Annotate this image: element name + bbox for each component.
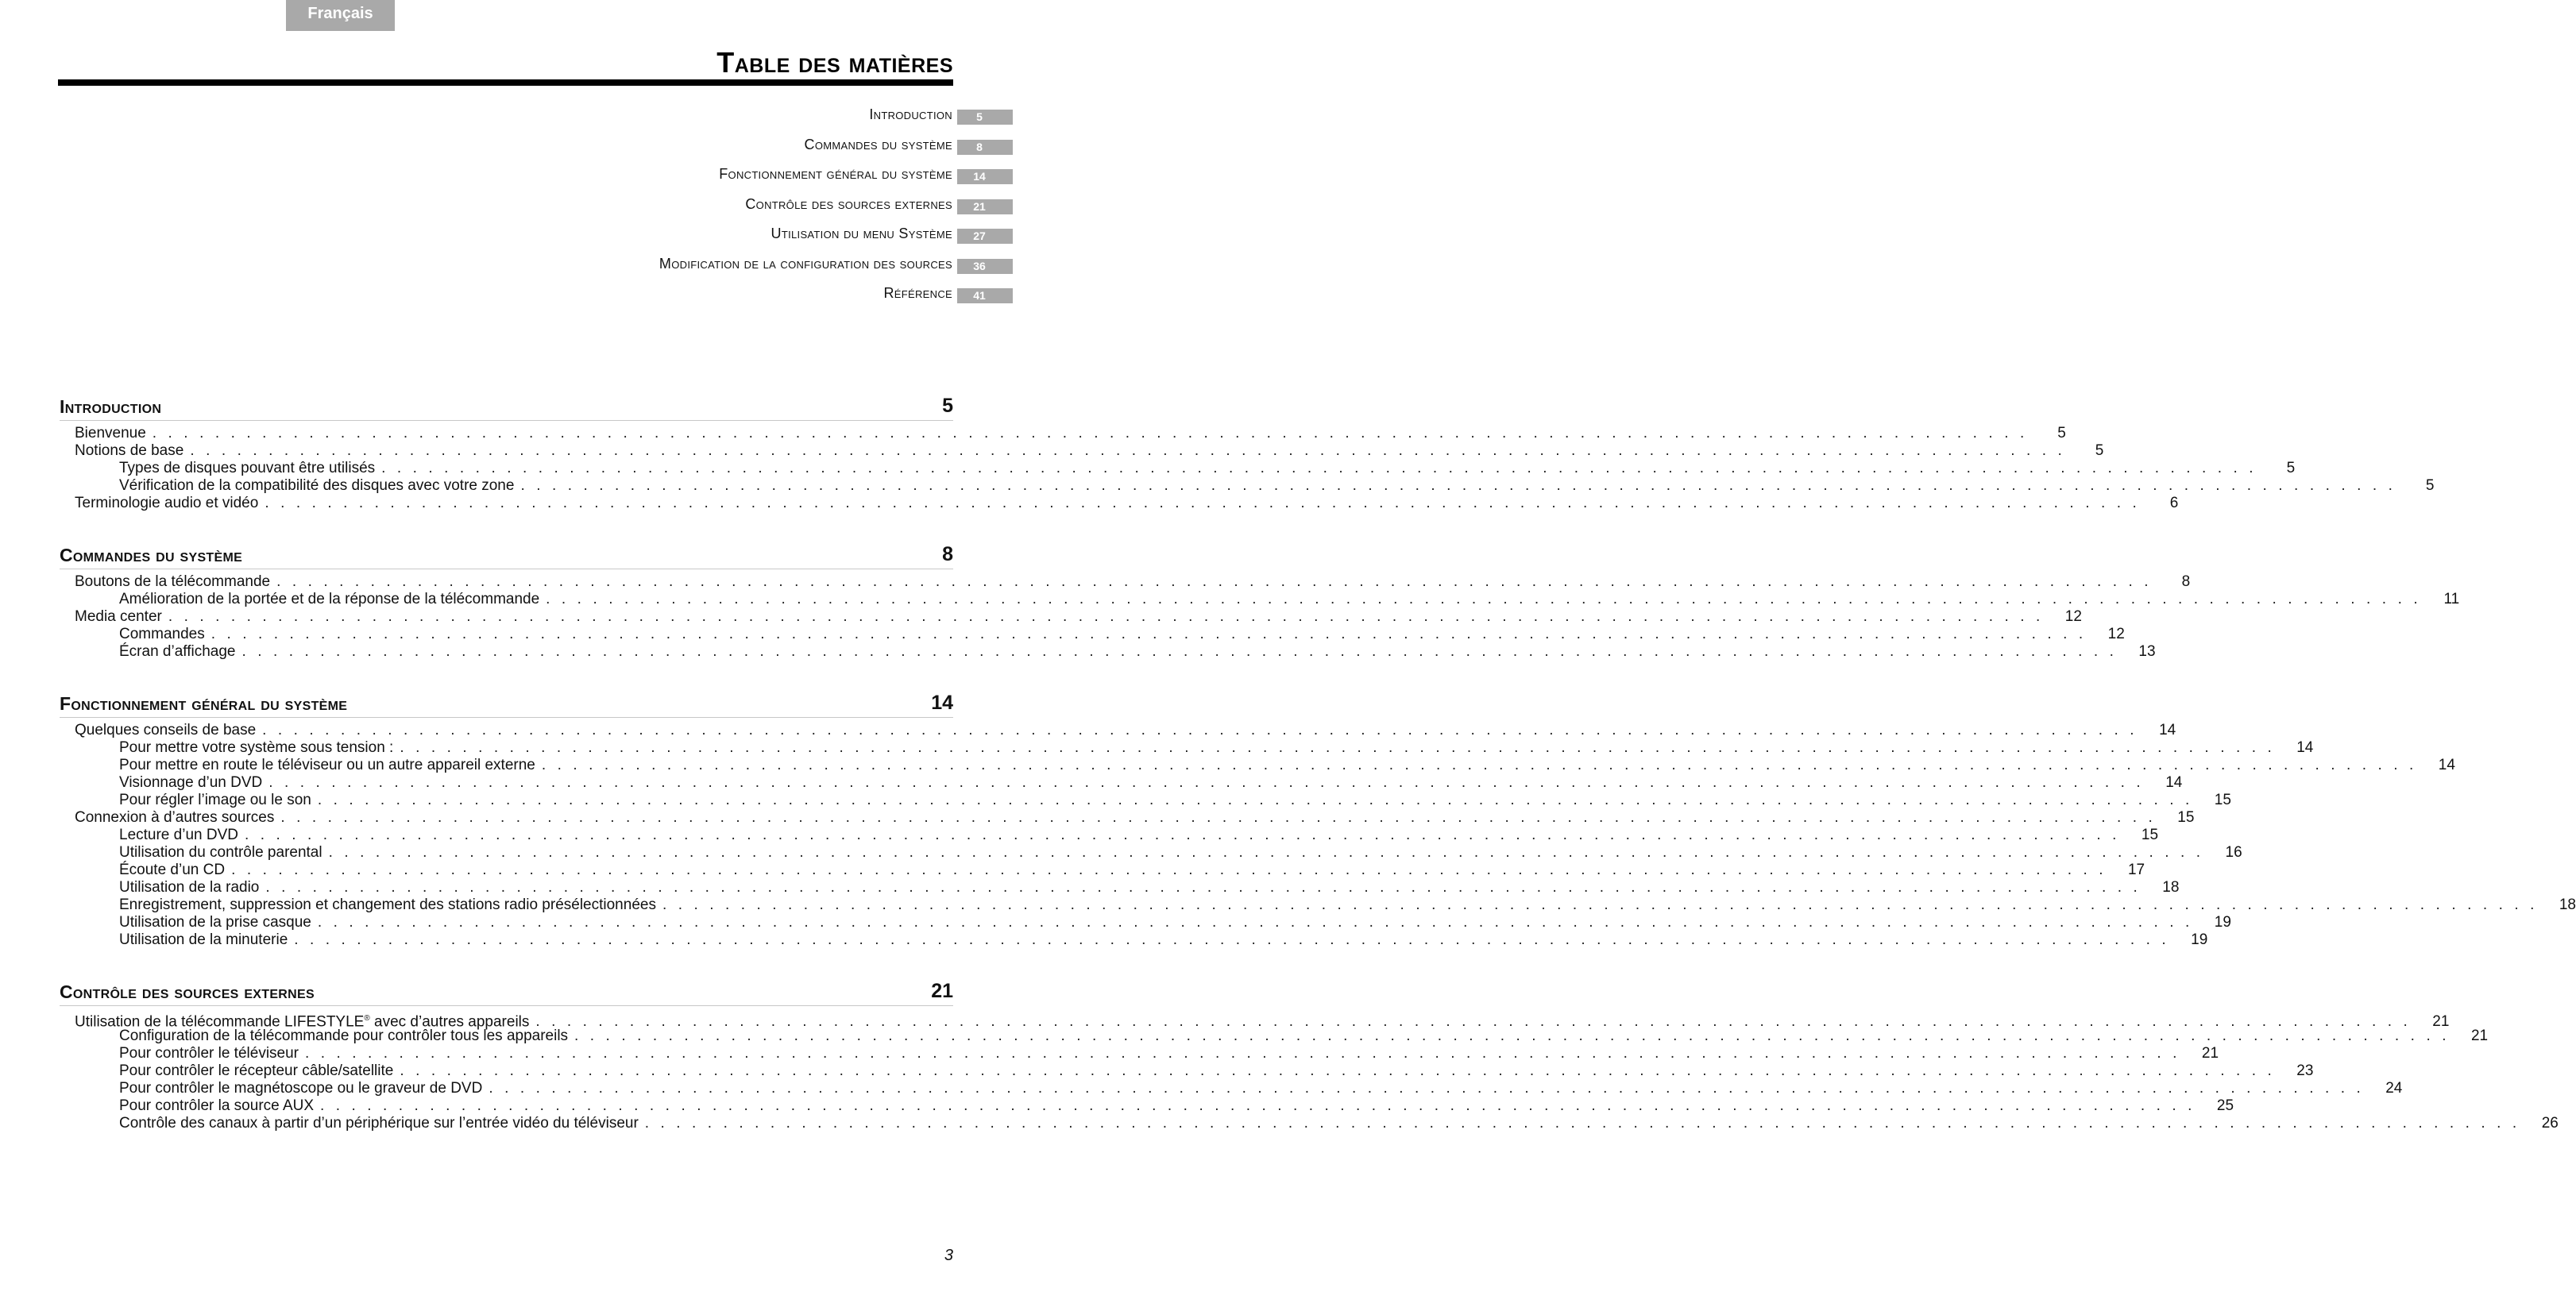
- quick-index-label: Fonctionnement général du système: [719, 166, 952, 183]
- entry-label: [75, 573, 270, 591]
- quick-index-item[interactable]: [568, 249, 1013, 280]
- toc-entry[interactable]: [60, 425, 2066, 442]
- entry-label-text: Terminologie audio et vidéo: [75, 495, 259, 511]
- entry-label: [75, 608, 162, 626]
- quick-index-page-badge: 5: [957, 110, 1013, 125]
- entry-label: [119, 757, 535, 774]
- entry-label-text: Pour contrôler le récepteur câble/satellite: [119, 1062, 394, 1079]
- toc-entry[interactable]: [60, 460, 2296, 477]
- dot-leader: . . . . . . . . . . . . . . . . . . . . . . . . . . . . . . . . . . . . . . . . . . . . . . . . . . . . . . . . . . . . . . . . . . . . . . . . . . . . . . . . . . . . . . . . . . . . . . . . . . . . . . . . . . . . . . . . . . . . . . . .: [168, 608, 2044, 625]
- entry-page-number: 17: [2127, 862, 2145, 878]
- page-title: Table des matières: [716, 46, 953, 79]
- entry-label-text: Commandes: [119, 626, 205, 642]
- entry-label: [119, 626, 205, 643]
- dot-leader: . . . . . . . . . . . . . . . . . . . . . . . . . . . . . . . . . . . . . . . . . . . . . . . . . . . . . . . . . . . . . . . . . . . . . . . . . . . . . . . . . . . . . . . . . . . . . . . . . . . . . . . . . . . . . . . . . . . . . . . .: [190, 442, 2066, 459]
- entry-label: [119, 1062, 393, 1080]
- entry-page-number: 15: [2214, 792, 2231, 808]
- quick-index-page-badge: 21: [957, 199, 1013, 214]
- toc-entry[interactable]: [60, 739, 2314, 757]
- dot-leader: . . . . . . . . . . . . . . . . . . . . . . . . . . . . . . . . . . . . . . . . . . . . . . . . . . . . . . . . . . . . . . . . . . . . . . . . . . . . . . . . . . . . . . . . . . . . . . . . . . . . . . . . . . . . . . . . . . . . . . . .: [268, 774, 2145, 791]
- toc-entry[interactable]: [60, 608, 2082, 626]
- toc-entry[interactable]: [60, 1010, 2450, 1031]
- quick-index-item[interactable]: [568, 100, 1013, 130]
- dot-leader: . . . . . . . . . . . . . . . . . . . . . . . . . . . . . . . . . . . . . . . . . . . . . . . . . . . . . . . . . . . . . . . . . . . . . . . . . . . . . . . . . . . . . . . . . . . . . . . . . . . . . . . . . . . . . . . . . . . . . . . .: [400, 1062, 2276, 1079]
- entry-page-number: 24: [2385, 1080, 2403, 1097]
- entry-label: [119, 792, 311, 809]
- entry-page-number: 14: [2165, 774, 2183, 791]
- section-heading[interactable]: [60, 980, 953, 1006]
- toc-entry[interactable]: [60, 591, 2460, 608]
- dot-leader: . . . . . . . . . . . . . . . . . . . . . . . . . . . . . . . . . . . . . . . . . . . . . . . . . . . . . . . . . . . . . . . . . . . . . . . . . . . . . . . . . . . . . . . . . . . . . . . . . . . . . . . . . . . . . . . . . . . . . . . .: [546, 591, 2422, 607]
- entry-label-text: Pour contrôler la source AUX: [119, 1097, 315, 1114]
- toc-section: [60, 980, 2559, 1132]
- entry-label-text: Enregistrement, suppression et changement des stations radio présélectionnées: [119, 896, 656, 913]
- entry-label: [119, 827, 238, 844]
- section-title: Fonctionnement général du système: [60, 693, 348, 714]
- section-page-number: 21: [931, 980, 953, 1002]
- entry-label-text: Configuration de la télécommande pour contrôler tous les appareils: [119, 1028, 569, 1044]
- entry-label: [119, 1045, 299, 1062]
- entry-label: [119, 591, 539, 608]
- quick-index-item[interactable]: [568, 160, 1013, 190]
- dot-leader: . . . . . . . . . . . . . . . . . . . . . . . . . . . . . . . . . . . . . . . . . . . . . . . . . . . . . . . . . . . . . . . . . . . . . . . . . . . . . . . . . . . . . . . . . . . . . . . . . . . . . . . . . . . . . . . . . . . . . . . .: [541, 757, 2417, 773]
- dot-leader: . . . . . . . . . . . . . . . . . . . . . . . . . . . . . . . . . . . . . . . . . . . . . . . . . . . . . . . . . . . . . . . . . . . . . . . . . . . . . . . . . . . . . . . . . . . . . . . . . . . . . . . . . . . . . . . . . . . . . . . .: [265, 495, 2141, 511]
- toc-entry[interactable]: [60, 722, 2176, 739]
- dot-leader: . . . . . . . . . . . . . . . . . . . . . . . . . . . . . . . . . . . . . . . . . . . . . . . . . . . . . . . . . . . . . . . . . . . . . . . . . . . . . . . . . . . . . . . . . . . . . . . . . . . . . . . . . . . . . . . . . . . . . . . .: [276, 573, 2153, 590]
- dot-leader: . . . . . . . . . . . . . . . . . . . . . . . . . . . . . . . . . . . . . . . . . . . . . . . . . . . . . . . . . . . . . . . . . . . . . . . . . . . . . . . . . . . . . . . . . . . . . . . . . . . . . . . . . . . . . . . . . . . . . . . .: [535, 1013, 2412, 1031]
- entry-label-text: Lecture d’un DVD: [119, 827, 238, 843]
- section-entries: [60, 421, 2435, 512]
- toc-entry[interactable]: [60, 1062, 2314, 1080]
- entry-label-text: Media center: [75, 608, 162, 625]
- entry-page-number: 5: [2425, 477, 2435, 494]
- section-heading[interactable]: [60, 543, 953, 569]
- entry-label: [75, 722, 256, 739]
- entry-label-text: Connexion à d’autres sources: [75, 809, 275, 826]
- entry-label: [119, 862, 225, 879]
- entry-label-text: Pour régler l’image ou le son: [119, 792, 311, 808]
- entry-page-number: 13: [2138, 643, 2156, 660]
- toc-entry[interactable]: [60, 792, 2231, 809]
- page-number: 3: [944, 1247, 953, 1264]
- toc-entry[interactable]: [60, 879, 2180, 896]
- entry-page-number: 14: [2159, 722, 2176, 738]
- entry-page-number: 23: [2296, 1062, 2314, 1079]
- dot-leader: . . . . . . . . . . . . . . . . . . . . . . . . . . . . . . . . . . . . . . . . . . . . . . . . . . . . . . . . . . . . . . . . . . . . . . . . . . . . . . . . . . . . . . . . . . . . . . . . . . . . . . . . . . . . . . . . . . . . . . . .: [381, 460, 2257, 476]
- toc-entry[interactable]: [60, 1028, 2489, 1045]
- entry-label-text: Contrôle des canaux à partir d’un périphérique sur l’entrée vidéo du téléviseur: [119, 1115, 639, 1132]
- entry-page-number: 15: [2177, 809, 2195, 826]
- section-page-number: 8: [942, 543, 953, 565]
- toc-entry[interactable]: [60, 1115, 2559, 1132]
- toc-entry[interactable]: [60, 931, 2208, 949]
- quick-index-page-badge: 8: [957, 140, 1013, 155]
- toc-entry[interactable]: [60, 896, 2576, 914]
- entry-page-number: 5: [2057, 425, 2066, 441]
- quick-index: [568, 100, 1013, 309]
- quick-index-label: Introduction: [869, 106, 952, 123]
- toc-section: [60, 543, 2460, 661]
- entry-label: [119, 739, 393, 757]
- section-title: Contrôle des sources externes: [60, 981, 315, 1002]
- dot-leader: . . . . . . . . . . . . . . . . . . . . . . . . . . . . . . . . . . . . . . . . . . . . . . . . . . . . . . . . . . . . . . . . . . . . . . . . . . . . . . . . . . . . . . . . . . . . . . . . . . . . . . . . . . . . . . . . . . . . . . . .: [280, 809, 2157, 826]
- entry-page-number: 8: [2181, 573, 2191, 590]
- entry-label: [119, 1115, 639, 1132]
- quick-index-label: Modification de la configuration des sources: [658, 255, 952, 272]
- dot-leader: . . . . . . . . . . . . . . . . . . . . . . . . . . . . . . . . . . . . . . . . . . . . . . . . . . . . . . . . . . . . . . . . . . . . . . . . . . . . . . . . . . . . . . . . . . . . . . . . . . . . . . . . . . . . . . . . . . . . . . . .: [294, 931, 2170, 948]
- entry-label-text: Utilisation de la télécommande LIFESTYLE: [75, 1013, 365, 1031]
- entry-page-number: 18: [2559, 896, 2576, 913]
- quick-index-item[interactable]: [568, 279, 1013, 309]
- toc-entry[interactable]: [60, 1097, 2234, 1115]
- dot-leader: . . . . . . . . . . . . . . . . . . . . . . . . . . . . . . . . . . . . . . . . . . . . . . . . . . . . . . . . . . . . . . . . . . . . . . . . . . . . . . . . . . . . . . . . . . . . . . . . . . . . . . . . . . . . . . . . . . . . . . . .: [320, 1097, 2196, 1114]
- section-heading[interactable]: [60, 692, 953, 718]
- entry-label: [119, 643, 235, 661]
- entry-page-number: 19: [2214, 914, 2231, 931]
- dot-leader: . . . . . . . . . . . . . . . . . . . . . . . . . . . . . . . . . . . . . . . . . . . . . . . . . . . . . . . . . . . . . . . . . . . . . . . . . . . . . . . . . . . . . . . . . . . . . . . . . . . . . . . . . . . . . . . . . . . . . . . .: [305, 1045, 2181, 1062]
- entry-page-number: 26: [2541, 1115, 2559, 1132]
- dot-leader: . . . . . . . . . . . . . . . . . . . . . . . . . . . . . . . . . . . . . . . . . . . . . . . . . . . . . . . . . . . . . . . . . . . . . . . . . . . . . . . . . . . . . . . . . . . . . . . . . . . . . . . . . . . . . . . . . . . . . . . .: [262, 722, 2138, 738]
- section-title: Commandes du système: [60, 545, 243, 565]
- section-page-number: 14: [931, 692, 953, 714]
- entry-page-number: 12: [2107, 626, 2125, 642]
- entry-page-number: 5: [2095, 442, 2104, 459]
- entry-label-text: Pour mettre en route le téléviseur ou un autre appareil externe: [119, 757, 535, 773]
- entry-label: [119, 477, 514, 495]
- dot-leader: . . . . . . . . . . . . . . . . . . . . . . . . . . . . . . . . . . . . . . . . . . . . . . . . . . . . . . . . . . . . . . . . . . . . . . . . . . . . . . . . . . . . . . . . . . . . . . . . . . . . . . . . . . . . . . . . . . . . . . . .: [317, 792, 2193, 808]
- language-tab[interactable]: Français: [286, 0, 395, 31]
- dot-leader: . . . . . . . . . . . . . . . . . . . . . . . . . . . . . . . . . . . . . . . . . . . . . . . . . . . . . . . . . . . . . . . . . . . . . . . . . . . . . . . . . . . . . . . . . . . . . . . . . . . . . . . . . . . . . . . . . . . . . . . .: [231, 862, 2107, 878]
- entry-label-text: Pour mettre votre système sous tension :: [119, 739, 394, 756]
- entry-page-number: 18: [2162, 879, 2180, 896]
- dot-leader: . . . . . . . . . . . . . . . . . . . . . . . . . . . . . . . . . . . . . . . . . . . . . . . . . . . . . . . . . . . . . . . . . . . . . . . . . . . . . . . . . . . . . . . . . . . . . . . . . . . . . . . . . . . . . . . . . . . . . . . .: [400, 739, 2276, 756]
- dot-leader: . . . . . . . . . . . . . . . . . . . . . . . . . . . . . . . . . . . . . . . . . . . . . . . . . . . . . . . . . . . . . . . . . . . . . . . . . . . . . . . . . . . . . . . . . . . . . . . . . . . . . . . . . . . . . . . . . . . . . . . .: [241, 643, 2118, 660]
- entry-label-text: Types de disques pouvant être utilisés: [119, 460, 376, 476]
- entry-label-text: Notions de base: [75, 442, 184, 459]
- entry-label: [75, 425, 146, 442]
- toc-entry[interactable]: [60, 914, 2231, 931]
- entry-label: [119, 1028, 568, 1045]
- entry-page-number: 12: [2064, 608, 2082, 625]
- entry-label-text: Utilisation de la minuterie: [119, 931, 288, 948]
- toc-entry[interactable]: [60, 442, 2104, 460]
- section-entries: [60, 718, 2576, 949]
- entry-label: [119, 774, 262, 792]
- entry-page-number: 14: [2438, 757, 2455, 773]
- toc-entry[interactable]: [60, 573, 2191, 591]
- quick-index-label: Commandes du système: [804, 136, 952, 152]
- table-of-contents: [60, 395, 2576, 1163]
- toc-section: [60, 395, 2435, 512]
- entry-label: [119, 896, 656, 914]
- entry-label-text: Utilisation de la radio: [119, 879, 260, 896]
- dot-leader: . . . . . . . . . . . . . . . . . . . . . . . . . . . . . . . . . . . . . . . . . . . . . . . . . . . . . . . . . . . . . . . . . . . . . . . . . . . . . . . . . . . . . . . . . . . . . . . . . . . . . . . . . . . . . . . . . . . . . . . .: [265, 879, 2142, 896]
- dot-leader: . . . . . . . . . . . . . . . . . . . . . . . . . . . . . . . . . . . . . . . . . . . . . . . . . . . . . . . . . . . . . . . . . . . . . . . . . . . . . . . . . . . . . . . . . . . . . . . . . . . . . . . . . . . . . . . . . . . . . . . .: [520, 477, 2396, 494]
- quick-index-item[interactable]: [568, 190, 1013, 220]
- section-page-number: 5: [942, 395, 953, 417]
- toc-entry[interactable]: [60, 495, 2179, 512]
- entry-label-text: Boutons de la télécommande: [75, 573, 271, 590]
- entry-page-number: 19: [2191, 931, 2208, 948]
- toc-section: [60, 692, 2576, 949]
- entry-label: [119, 460, 375, 477]
- entry-label-text: Quelques conseils de base: [75, 722, 257, 738]
- entry-label: [119, 879, 259, 896]
- entry-label-text: Bienvenue: [75, 425, 146, 441]
- dot-leader: . . . . . . . . . . . . . . . . . . . . . . . . . . . . . . . . . . . . . . . . . . . . . . . . . . . . . . . . . . . . . . . . . . . . . . . . . . . . . . . . . . . . . . . . . . . . . . . . . . . . . . . . . . . . . . . . . . . . . . . .: [328, 844, 2204, 861]
- dot-leader: . . . . . . . . . . . . . . . . . . . . . . . . . . . . . . . . . . . . . . . . . . . . . . . . . . . . . . . . . . . . . . . . . . . . . . . . . . . . . . . . . . . . . . . . . . . . . . . . . . . . . . . . . . . . . . . . . . . . . . . .: [574, 1028, 2450, 1044]
- toc-entry[interactable]: [60, 626, 2125, 643]
- entry-label-text: Pour contrôler le téléviseur: [119, 1045, 299, 1062]
- toc-entry[interactable]: [60, 477, 2435, 495]
- toc-entry[interactable]: [60, 827, 2159, 844]
- entry-label: [119, 1097, 314, 1115]
- entry-label-text-cont: avec d’autres appareils: [369, 1013, 530, 1031]
- entry-label: [75, 809, 274, 827]
- toc-entry[interactable]: [60, 774, 2183, 792]
- section-heading[interactable]: [60, 395, 953, 421]
- quick-index-label: Référence: [883, 285, 952, 302]
- entry-label-text: Écoute d’un CD: [119, 862, 226, 878]
- entry-label-text: Pour contrôler le magnétoscope ou le graveur de DVD: [119, 1080, 483, 1097]
- entry-page-number: 6: [2169, 495, 2179, 511]
- entry-page-number: 16: [2225, 844, 2242, 861]
- toc-entry[interactable]: [60, 809, 2195, 827]
- section-title: Introduction: [60, 396, 162, 417]
- quick-index-page-badge: 27: [957, 229, 1013, 244]
- section-entries: [60, 569, 2460, 661]
- dot-leader: . . . . . . . . . . . . . . . . . . . . . . . . . . . . . . . . . . . . . . . . . . . . . . . . . . . . . . . . . . . . . . . . . . . . . . . . . . . . . . . . . . . . . . . . . . . . . . . . . . . . . . . . . . . . . . . . . . . . . . . .: [662, 896, 2538, 913]
- quick-index-item[interactable]: [568, 130, 1013, 160]
- quick-index-label: Contrôle des sources externes: [745, 195, 952, 212]
- toc-entry[interactable]: [60, 757, 2455, 774]
- registered-mark: ®: [364, 1014, 370, 1023]
- entry-page-number: 5: [2286, 460, 2296, 476]
- entry-page-number: 15: [2141, 827, 2159, 843]
- toc-entry[interactable]: [60, 844, 2242, 862]
- dot-leader: . . . . . . . . . . . . . . . . . . . . . . . . . . . . . . . . . . . . . . . . . . . . . . . . . . . . . . . . . . . . . . . . . . . . . . . . . . . . . . . . . . . . . . . . . . . . . . . . . . . . . . . . . . . . . . . . . . . . . . . .: [489, 1080, 2365, 1097]
- entry-page-number: 11: [2443, 591, 2460, 607]
- entry-label: [119, 844, 322, 862]
- entry-label-text: Écran d’affichage: [119, 643, 236, 660]
- quick-index-page-badge: 41: [957, 288, 1013, 303]
- dot-leader: . . . . . . . . . . . . . . . . . . . . . . . . . . . . . . . . . . . . . . . . . . . . . . . . . . . . . . . . . . . . . . . . . . . . . . . . . . . . . . . . . . . . . . . . . . . . . . . . . . . . . . . . . . . . . . . . . . . . . . . .: [210, 626, 2087, 642]
- dot-leader: . . . . . . . . . . . . . . . . . . . . . . . . . . . . . . . . . . . . . . . . . . . . . . . . . . . . . . . . . . . . . . . . . . . . . . . . . . . . . . . . . . . . . . . . . . . . . . . . . . . . . . . . . . . . . . . . . . . . . . . .: [244, 827, 2121, 843]
- entry-label-text: Amélioration de la portée et de la réponse de la télécommande: [119, 591, 540, 607]
- entry-label: [75, 495, 258, 512]
- quick-index-page-badge: 36: [957, 259, 1013, 274]
- quick-index-label: Utilisation du menu Système: [770, 226, 952, 242]
- dot-leader: . . . . . . . . . . . . . . . . . . . . . . . . . . . . . . . . . . . . . . . . . . . . . . . . . . . . . . . . . . . . . . . . . . . . . . . . . . . . . . . . . . . . . . . . . . . . . . . . . . . . . . . . . . . . . . . . . . . . . . . .: [152, 425, 2028, 441]
- dot-leader: . . . . . . . . . . . . . . . . . . . . . . . . . . . . . . . . . . . . . . . . . . . . . . . . . . . . . . . . . . . . . . . . . . . . . . . . . . . . . . . . . . . . . . . . . . . . . . . . . . . . . . . . . . . . . . . . . . . . . . . .: [644, 1115, 2520, 1132]
- entry-label-text: Utilisation de la prise casque: [119, 914, 311, 931]
- entry-page-number: 21: [2470, 1028, 2489, 1044]
- toc-entry[interactable]: [60, 1045, 2219, 1062]
- entry-page-number: 21: [2432, 1013, 2450, 1031]
- entry-label: [119, 931, 288, 949]
- quick-index-item[interactable]: [568, 219, 1013, 249]
- entry-label-text: Utilisation du contrôle parental: [119, 844, 322, 861]
- entry-page-number: 21: [2201, 1045, 2219, 1062]
- toc-entry[interactable]: [60, 1080, 2403, 1097]
- title-divider: [58, 79, 953, 86]
- entry-label-text: Vérification de la compatibilité des disques avec votre zone: [119, 477, 515, 494]
- dot-leader: . . . . . . . . . . . . . . . . . . . . . . . . . . . . . . . . . . . . . . . . . . . . . . . . . . . . . . . . . . . . . . . . . . . . . . . . . . . . . . . . . . . . . . . . . . . . . . . . . . . . . . . . . . . . . . . . . . . . . . . .: [317, 914, 2193, 931]
- section-entries: [60, 1006, 2559, 1132]
- entry-label: [119, 1080, 482, 1097]
- toc-entry[interactable]: [60, 862, 2145, 879]
- entry-page-number: 14: [2296, 739, 2314, 756]
- quick-index-page-badge: 14: [957, 169, 1013, 184]
- entry-label-text: Visionnage d’un DVD: [119, 774, 263, 791]
- entry-label: [75, 442, 183, 460]
- entry-page-number: 25: [2216, 1097, 2234, 1114]
- entry-label: [119, 914, 311, 931]
- toc-entry[interactable]: [60, 643, 2156, 661]
